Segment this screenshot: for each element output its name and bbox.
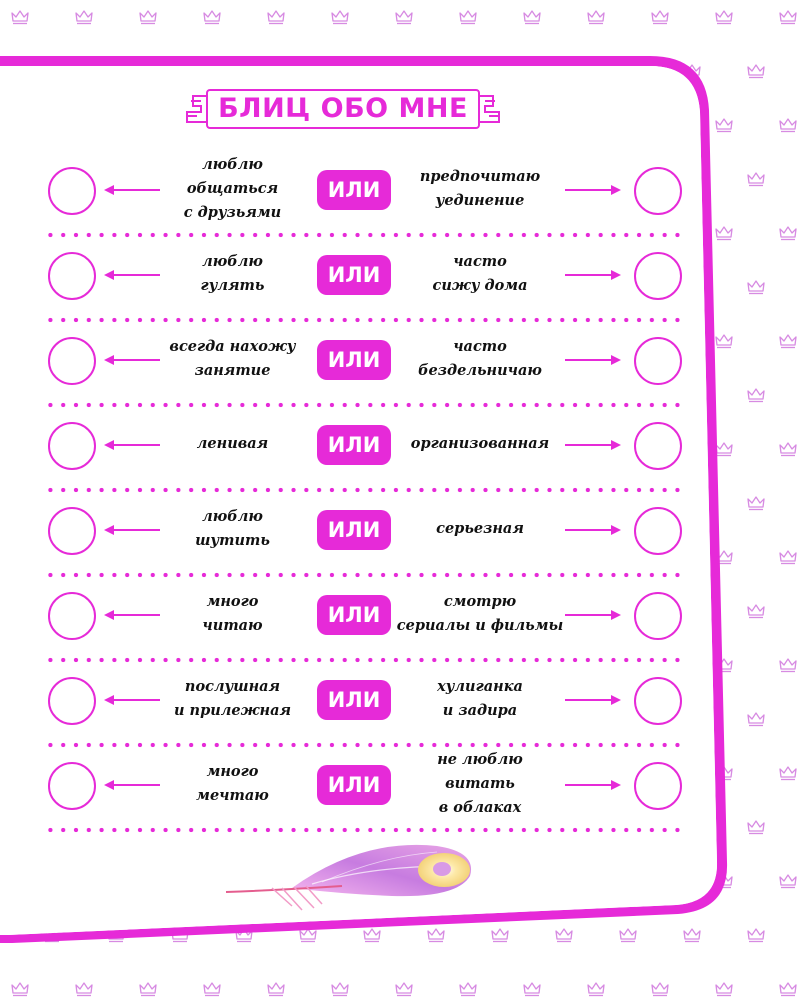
left-option-text <box>165 573 300 655</box>
right-choice-checkbox[interactable] <box>634 592 682 640</box>
arrow-left-icon <box>104 606 160 625</box>
right-option-line: бездельничаю <box>418 362 542 379</box>
choice-row <box>0 573 800 658</box>
left-choice-checkbox[interactable] <box>48 422 96 470</box>
left-option-line: читаю <box>202 617 263 634</box>
or-badge: ИЛИ <box>317 595 391 635</box>
left-option-line: много <box>206 593 259 610</box>
left-option-line: шутить <box>195 532 270 549</box>
arrow-right-icon <box>565 521 621 540</box>
left-option-line: люблю <box>202 508 263 525</box>
right-option-line: организованная <box>410 435 550 452</box>
arrow-left-icon <box>104 436 160 455</box>
left-option-line: и прилежная <box>173 702 292 719</box>
feather-icon <box>222 836 482 916</box>
left-option-line: мечтаю <box>196 787 269 804</box>
arrow-left-icon <box>104 521 160 540</box>
choice-row <box>0 743 800 828</box>
arrow-right-icon <box>565 181 621 200</box>
choice-row <box>0 658 800 743</box>
right-option-line: в облаках <box>438 799 522 816</box>
right-option-line: уединение <box>435 192 525 209</box>
right-option-line: серьезная <box>436 520 524 537</box>
arrow-left-icon <box>104 691 160 710</box>
right-option-line: часто <box>453 253 507 270</box>
left-option-line: послушная <box>184 678 281 695</box>
page-title: БЛИЦ ОБО МНЕ <box>218 93 468 124</box>
right-choice-checkbox[interactable] <box>634 422 682 470</box>
left-choice-checkbox[interactable] <box>48 252 96 300</box>
choice-row <box>0 488 800 573</box>
arrow-left-icon <box>104 351 160 370</box>
left-option-line: люблю <box>202 156 263 173</box>
right-option-line: сериалы и фильмы <box>396 617 564 634</box>
or-badge: ИЛИ <box>317 680 391 720</box>
arrow-right-icon <box>565 691 621 710</box>
right-option-line: хулиганка <box>437 678 523 695</box>
choice-row <box>0 403 800 488</box>
left-option-text <box>165 318 300 400</box>
arrow-right-icon <box>565 266 621 285</box>
left-option-text <box>165 488 300 570</box>
choice-row <box>0 318 800 403</box>
or-badge: ИЛИ <box>317 255 391 295</box>
right-option-line: и задира <box>442 702 518 719</box>
arrow-left-icon <box>104 266 160 285</box>
left-option-text <box>165 403 300 485</box>
right-option-line: предпочитаю <box>419 168 541 185</box>
right-option-text <box>400 403 560 485</box>
right-option-text <box>400 318 560 400</box>
or-badge: ИЛИ <box>317 340 391 380</box>
left-option-line: общаться <box>186 180 279 197</box>
right-option-line: смотрю <box>443 593 517 610</box>
or-badge: ИЛИ <box>317 170 391 210</box>
right-option-text <box>400 488 560 570</box>
choice-row <box>0 233 800 318</box>
arrow-right-icon <box>565 351 621 370</box>
arrow-left-icon <box>104 181 160 200</box>
title-plate <box>183 84 503 134</box>
left-choice-checkbox[interactable] <box>48 337 96 385</box>
left-option-line: занятие <box>194 362 271 379</box>
arrow-right-icon <box>565 436 621 455</box>
arrow-left-icon <box>104 776 160 795</box>
left-choice-checkbox[interactable] <box>48 677 96 725</box>
left-choice-checkbox[interactable] <box>48 507 96 555</box>
left-option-line: всегда нахожу <box>169 338 296 355</box>
right-choice-checkbox[interactable] <box>634 167 682 215</box>
or-badge: ИЛИ <box>317 425 391 465</box>
right-option-text <box>400 658 560 740</box>
right-option-text <box>400 148 560 230</box>
left-option-text <box>165 743 300 825</box>
left-choice-checkbox[interactable] <box>48 762 96 810</box>
left-option-text <box>165 233 300 315</box>
choice-row <box>0 148 800 233</box>
right-option-text <box>400 233 560 315</box>
left-option-line: много <box>206 763 259 780</box>
left-choice-checkbox[interactable] <box>48 592 96 640</box>
left-option-line: гулять <box>200 277 265 294</box>
right-option-line: сижу дома <box>432 277 528 294</box>
right-choice-checkbox[interactable] <box>634 252 682 300</box>
or-badge: ИЛИ <box>317 510 391 550</box>
right-option-line: часто <box>453 338 507 355</box>
left-option-text <box>165 148 300 230</box>
right-option-text <box>400 743 560 825</box>
left-option-line: с друзьями <box>183 204 282 221</box>
right-choice-checkbox[interactable] <box>634 507 682 555</box>
right-choice-checkbox[interactable] <box>634 762 682 810</box>
right-choice-checkbox[interactable] <box>634 337 682 385</box>
right-option-text <box>396 573 564 655</box>
left-option-line: ленивая <box>196 435 269 452</box>
arrow-right-icon <box>565 776 621 795</box>
left-choice-checkbox[interactable] <box>48 167 96 215</box>
arrow-right-icon <box>565 606 621 625</box>
dotted-divider <box>44 827 684 833</box>
right-choice-checkbox[interactable] <box>634 677 682 725</box>
or-badge: ИЛИ <box>317 765 391 805</box>
left-option-line: люблю <box>202 253 263 270</box>
left-option-text <box>165 658 300 740</box>
right-option-line: витать <box>445 775 515 792</box>
right-option-line: не люблю <box>437 751 523 768</box>
